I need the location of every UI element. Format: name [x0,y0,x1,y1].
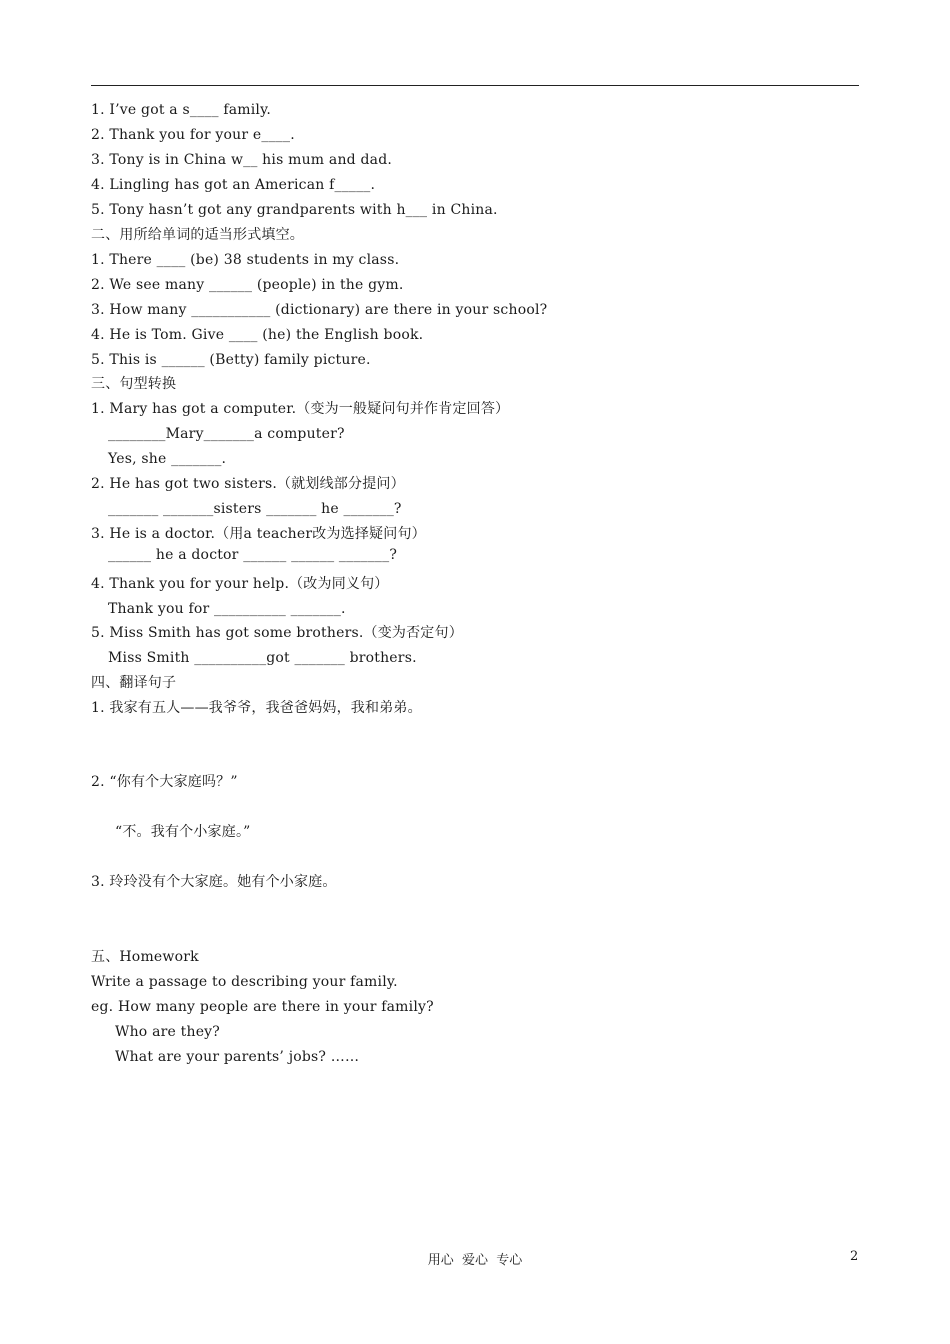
text-line: 1. Mary has got a computer.（变为一般疑问句并作肯定回答） [91,401,510,417]
text-line: ________Mary_______a computer? [108,426,345,442]
text-line: 三、句型转换 [91,376,177,392]
text-line: 2. Thank you for your e____. [91,127,295,143]
text-line: 3. How many ___________ (dictionary) are there in your school? [91,302,548,318]
text-line: Who are they? [115,1024,221,1040]
text-line: 1. There ____ (be) 38 students in my class. [91,252,400,268]
text-line: 3. 玲玲没有个大家庭。她有个小家庭。 [91,874,337,890]
text-line: 5. Miss Smith has got some brothers.（变为否定句） [91,625,463,641]
header-rule [91,85,859,86]
text-line: What are your parents’ jobs? …… [115,1049,360,1065]
text-line: 2. “你有个大家庭吗？” [91,774,238,790]
page-footer: 用心 爱心 专心 [427,1253,523,1268]
text-line: 1. 我家有五人——我爷爷，我爸爸妈妈，我和弟弟。 [91,700,422,716]
text-line: Thank you for __________ _______. [108,601,346,617]
text-line: ______ he a doctor ______ ______ _______? [108,547,398,563]
text-line: 4. He is Tom. Give ____ (he) the English book. [91,327,424,343]
text-line: “不。我有个小家庭。” [115,824,251,840]
text-line: 5. Tony hasn’t got any grandparents with h___ in China. [91,202,498,218]
text-line: 五、Homework [91,949,199,965]
text-line: 3. Tony is in China w__ his mum and dad. [91,152,393,168]
text-line: Miss Smith __________got _______ brothers. [108,650,417,666]
text-line: Yes, she _______. [108,451,227,467]
text-line: eg. How many people are there in your family? [91,999,434,1015]
page-number: 2 [850,1249,859,1264]
text-line: 1. I’ve got a s____ family. [91,102,271,118]
text-line: 二、用所给单词的适当形式填空。 [91,227,304,243]
text-line: 3. He is a doctor.（用a teacher改为选择疑问句） [91,526,426,542]
text-line: Write a passage to describing your family. [91,974,398,990]
text-line: 2. He has got two sisters.（就划线部分提问） [91,476,405,492]
text-line: 5. This is ______ (Betty) family picture. [91,352,371,368]
text-line: 2. We see many ______ (people) in the gym. [91,277,404,293]
text-line: 4. Lingling has got an American f_____. [91,177,376,193]
text-line: 4. Thank you for your help.（改为同义句） [91,576,389,592]
text-line: 四、翻译句子 [91,675,177,691]
text-line: _______ _______sisters _______ he _______? [108,501,402,517]
